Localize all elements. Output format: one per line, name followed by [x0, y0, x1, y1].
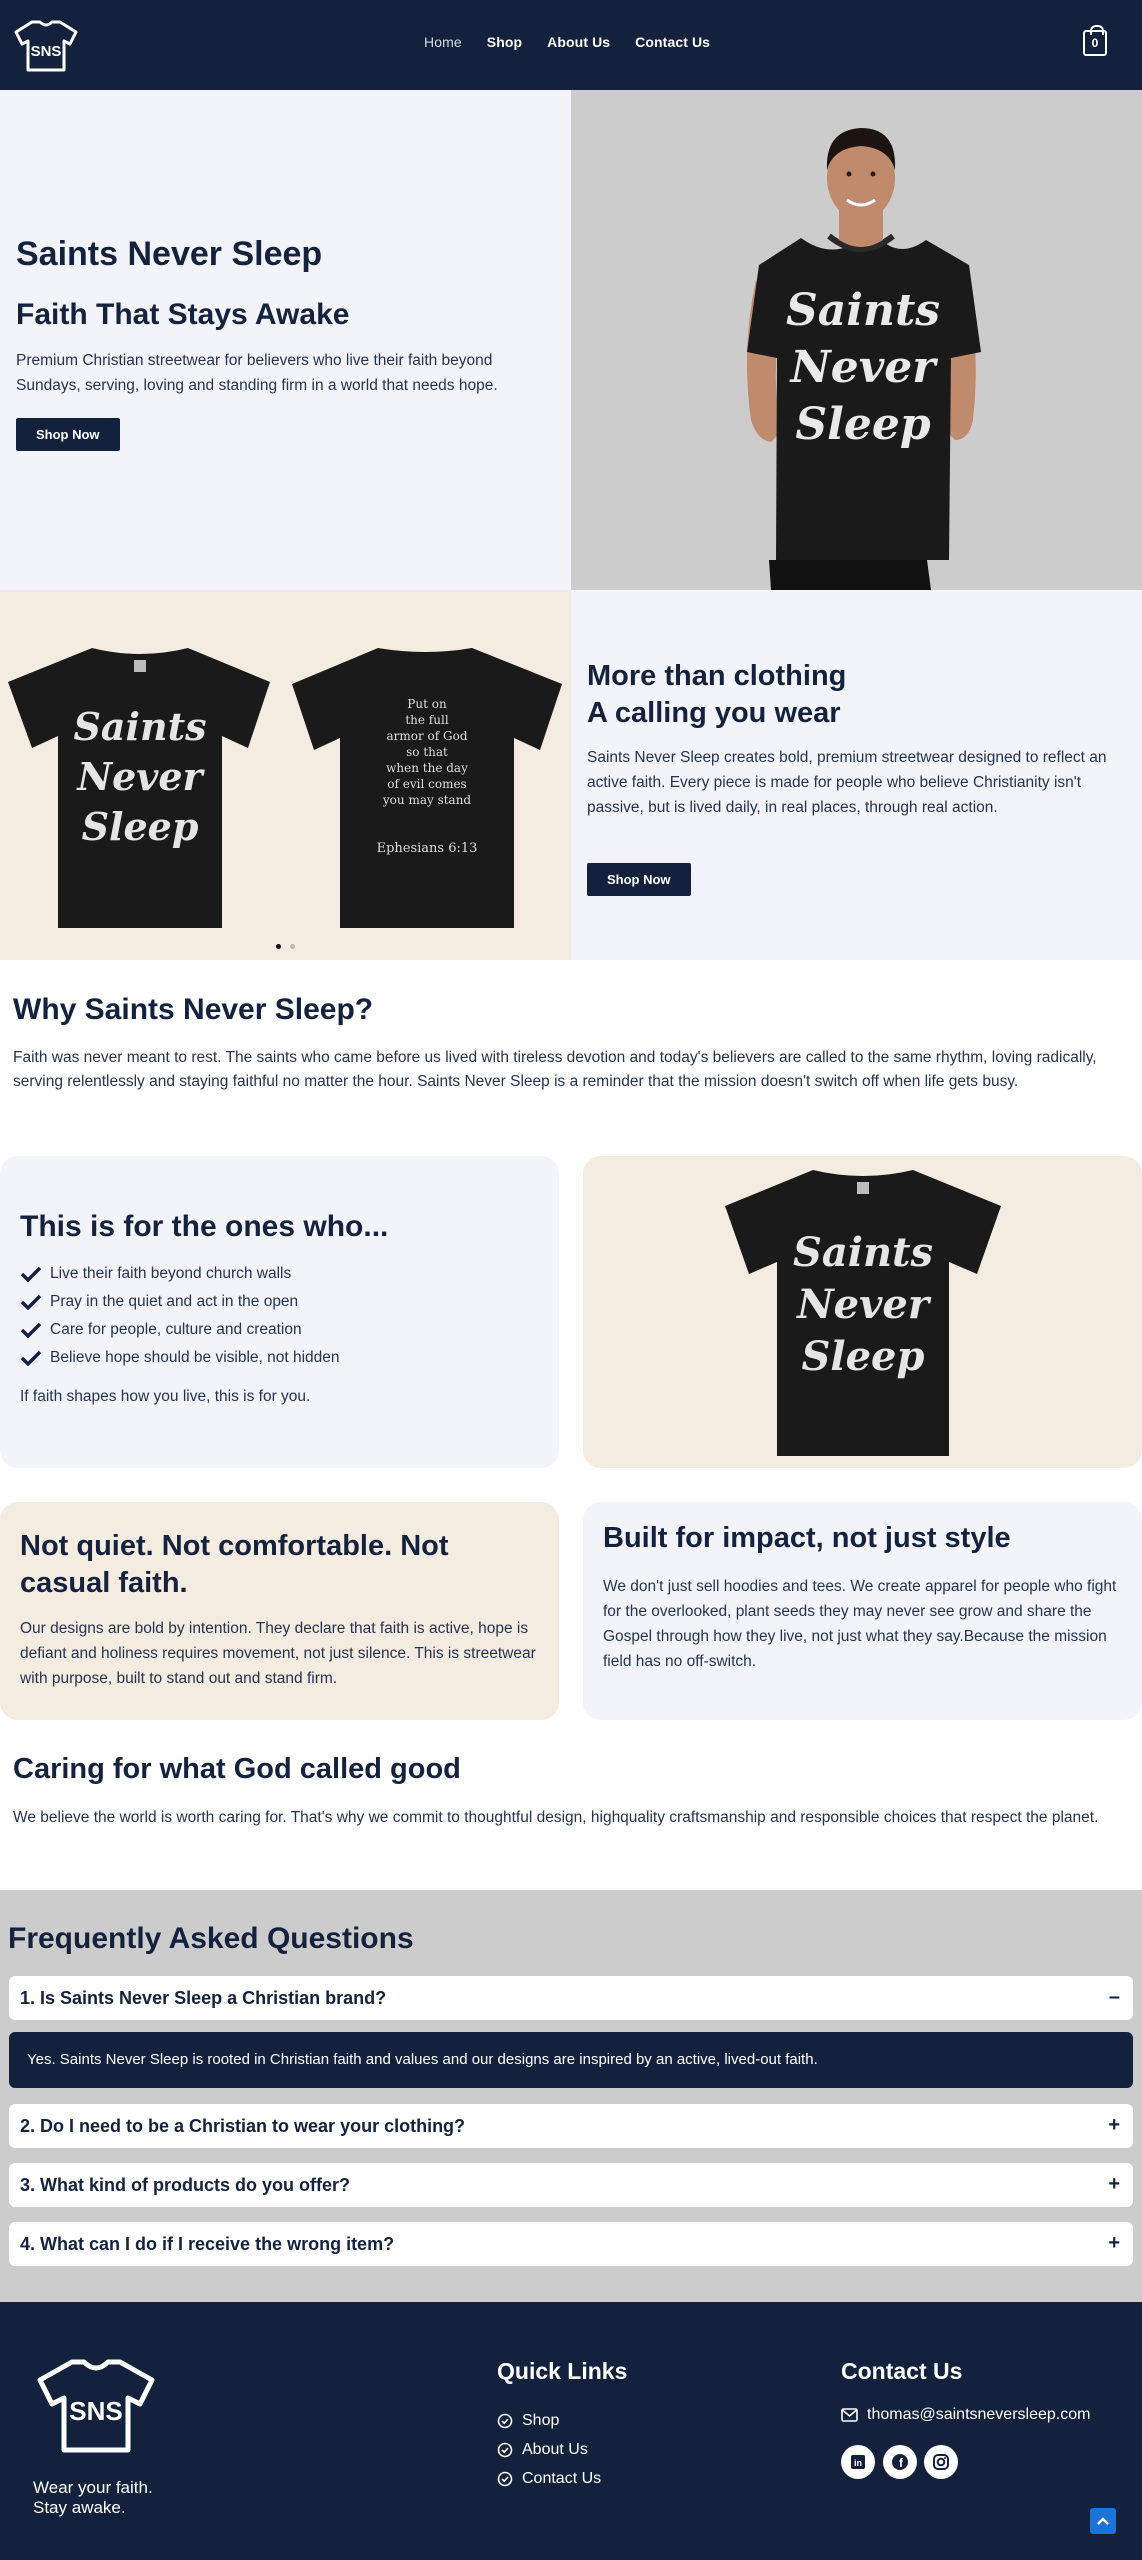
- quiet-card: [0, 1502, 559, 1720]
- instagram-icon[interactable]: [924, 2445, 958, 2479]
- quick-link-about-us[interactable]: [497, 2435, 601, 2464]
- impact-card: [583, 1502, 1142, 1720]
- faq-question: 4. What can I do if I receive the wrong item?: [20, 2234, 395, 2254]
- site-header: [0, 0, 1142, 90]
- back-shirt-line-6: of evil comes: [387, 777, 467, 791]
- faq-answer: [9, 2032, 1133, 2088]
- front-shirt-line-2: Never: [77, 754, 203, 799]
- list-item-text: Pray in the quiet and act in the open: [50, 1293, 299, 1310]
- hero-text-panel: [0, 90, 571, 590]
- check-circle-icon: [497, 2442, 513, 2458]
- impact-description: We don't just sell hoodies and tees. We create apparel for people who fight for the overlooked, plant seeds they may never see grow and share the Gospel through how they live, not just what they say.Because the mission field has no off-switch.: [603, 1578, 1117, 1670]
- model-shirt-line-2: Never: [790, 342, 936, 393]
- model-photo: [571, 90, 1142, 590]
- model-shirt-line-1: Saints: [785, 285, 941, 336]
- envelope-icon: [841, 2408, 858, 2422]
- calling-shop-now-button[interactable]: Shop Now: [587, 863, 691, 896]
- faq-question: 3. What kind of products do you offer?: [20, 2175, 350, 2195]
- carousel-slide: [0, 590, 571, 960]
- check-icon: [20, 1266, 42, 1282]
- hero-shop-now-button[interactable]: Shop Now: [16, 418, 120, 451]
- back-shirt-reference: Ephesians 6:13: [376, 841, 478, 856]
- quick-links-title: Quick Links: [497, 2358, 628, 2384]
- svg-text:f: f: [899, 2456, 903, 2470]
- shirt-image-card: [583, 1156, 1142, 1468]
- quiet-description: Our designs are bold by intention. They declare that faith is active, hope is defiant and holiness requires movement, not just silence. This is streetwear with purpose, built to stand out and stand firm.: [20, 1620, 536, 1687]
- list-item: [20, 1344, 340, 1372]
- linkedin-icon[interactable]: [841, 2445, 875, 2479]
- sns-logo-icon[interactable]: [12, 18, 80, 74]
- contact-email: thomas@saintsneversleep.com: [867, 2406, 1091, 2423]
- card-shirt-line-3: Sleep: [801, 1333, 925, 1380]
- footer-tagline-line-1: Wear your faith.: [33, 2478, 153, 2497]
- nav-contact-us[interactable]: Contact Us: [635, 34, 711, 50]
- quick-link-shop[interactable]: [497, 2406, 601, 2435]
- tshirt-image: [583, 1156, 1142, 1468]
- faq-item-1[interactable]: [9, 1976, 1133, 2020]
- back-shirt-line-4: so that: [406, 745, 448, 759]
- expand-icon[interactable]: +: [1108, 2232, 1120, 2254]
- faq-question: 1. Is Saints Never Sleep a Christian brand?: [20, 1988, 387, 2008]
- scroll-to-top-button[interactable]: [1090, 2508, 1116, 2534]
- cart-button[interactable]: [1083, 30, 1107, 56]
- faq-item-3[interactable]: [9, 2163, 1133, 2207]
- ones-card: [0, 1156, 559, 1468]
- site-footer: [0, 2302, 1142, 2560]
- quick-link-contact-us[interactable]: [497, 2464, 601, 2493]
- faq-item-2[interactable]: [9, 2104, 1133, 2148]
- check-icon: [20, 1294, 42, 1310]
- contact-email-link[interactable]: [841, 2406, 1090, 2424]
- list-item-text: Believe hope should be visible, not hidden: [50, 1349, 340, 1366]
- back-shirt-line-2: the full: [405, 713, 449, 727]
- quick-link-label: Contact Us: [522, 2469, 602, 2487]
- hero-title: Saints Never Sleep: [16, 235, 323, 273]
- hero-description: Premium Christian streetwear for believers who live their faith beyond Sundays, serving, loving and standing firm in a world that needs hope.: [16, 352, 498, 394]
- care-description: We believe the world is worth caring for. That's why we commit to thoughtful design, highquality craftsmanship and responsible choices that respect the planet.: [13, 1809, 1099, 1826]
- list-item-text: Live their faith beyond church walls: [50, 1265, 292, 1282]
- list-item-text: Care for people, culture and creation: [50, 1321, 302, 1338]
- card-shirt-line-1: Saints: [792, 1229, 934, 1276]
- hero-subtitle: Faith That Stays Awake: [16, 298, 350, 331]
- chevron-up-icon: [1096, 2516, 1110, 2526]
- footer-logo-text: SNS: [69, 2396, 123, 2426]
- main-nav: [424, 34, 735, 50]
- check-icon: [20, 1322, 42, 1338]
- faq-answer-text: Yes. Saints Never Sleep is rooted in Christian faith and values and our designs are inspired by an active, lived-out faith.: [27, 2051, 818, 2068]
- carousel-dot-2[interactable]: [290, 944, 295, 949]
- calling-description: Saints Never Sleep creates bold, premium streetwear designed to reflect an active faith. Every piece is made for people who believe Christianity isn't passive, but is lived daily, in real places, through real action.: [587, 749, 1107, 816]
- carousel-dot-1[interactable]: [276, 944, 281, 949]
- nav-shop[interactable]: Shop: [486, 34, 523, 50]
- collapse-icon[interactable]: –: [1108, 1986, 1120, 2008]
- quick-links-list: [497, 2406, 601, 2493]
- list-item: [20, 1288, 340, 1316]
- nav-about-us[interactable]: About Us: [547, 34, 611, 50]
- care-title: Caring for what God called good: [13, 1753, 461, 1785]
- quick-link-label: Shop: [522, 2411, 560, 2429]
- calling-text-panel: [571, 590, 1142, 960]
- ones-title: This is for the ones who...: [20, 1210, 389, 1243]
- footer-tagline: [33, 2478, 153, 2518]
- faq-item-4[interactable]: [9, 2222, 1133, 2266]
- check-circle-icon: [497, 2471, 513, 2487]
- footer-tagline-line-2: Stay awake.: [33, 2498, 126, 2517]
- model-shirt-line-3: Sleep: [795, 399, 931, 450]
- why-title: Why Saints Never Sleep?: [13, 993, 374, 1026]
- expand-icon[interactable]: +: [1108, 2173, 1120, 2195]
- back-shirt-line-7: you may stand: [382, 793, 472, 807]
- why-description: Faith was never meant to rest. The saints who came before us lived with tireless devotion and today's believers are called to the same rhythm, loving radically, serving relentlessly and staying faithful no matter the hour. Saints Never Sleep is a reminder that the mission doesn't switch off when life gets busy.: [13, 1049, 1097, 1090]
- cart-count: 0: [1091, 36, 1099, 50]
- nav-home[interactable]: Home: [424, 34, 462, 50]
- faq-question: 2. Do I need to be a Christian to wear your clothing?: [20, 2116, 466, 2136]
- faq-title: Frequently Asked Questions: [8, 1922, 414, 1955]
- faq-section: [0, 1890, 1142, 2302]
- check-icon: [20, 1350, 42, 1366]
- hero-image-panel: [571, 90, 1142, 590]
- front-shirt-line-1: Saints: [73, 704, 207, 749]
- ones-footer-text: If faith shapes how you live, this is for you.: [20, 1388, 311, 1405]
- facebook-icon[interactable]: [883, 2445, 917, 2479]
- back-shirt-line-3: armor of God: [386, 729, 468, 743]
- impact-title: Built for impact, not just style: [603, 1522, 1011, 1554]
- back-shirt-line-5: when the day: [386, 761, 468, 775]
- check-circle-icon: [497, 2413, 513, 2429]
- ones-list: [20, 1260, 340, 1372]
- product-carousel[interactable]: [0, 590, 571, 960]
- expand-icon[interactable]: +: [1108, 2114, 1120, 2136]
- calling-title: [587, 658, 846, 732]
- list-item: [20, 1260, 340, 1288]
- quick-link-label: About Us: [522, 2440, 588, 2458]
- logo-text: SNS: [30, 43, 62, 60]
- contact-title: Contact Us: [841, 2358, 963, 2384]
- list-item: [20, 1316, 340, 1344]
- front-shirt-line-3: Sleep: [81, 804, 199, 849]
- footer-sns-logo-icon[interactable]: [34, 2356, 158, 2456]
- calling-title-line-2: A calling you wear: [587, 697, 841, 729]
- card-shirt-line-2: Never: [797, 1281, 929, 1328]
- svg-text:in: in: [854, 2458, 862, 2468]
- quiet-title: Not quiet. Not comfortable. Not casual faith.: [20, 1530, 449, 1599]
- calling-title-line-1: More than clothing: [587, 660, 847, 692]
- back-shirt-line-1: Put on: [407, 697, 447, 711]
